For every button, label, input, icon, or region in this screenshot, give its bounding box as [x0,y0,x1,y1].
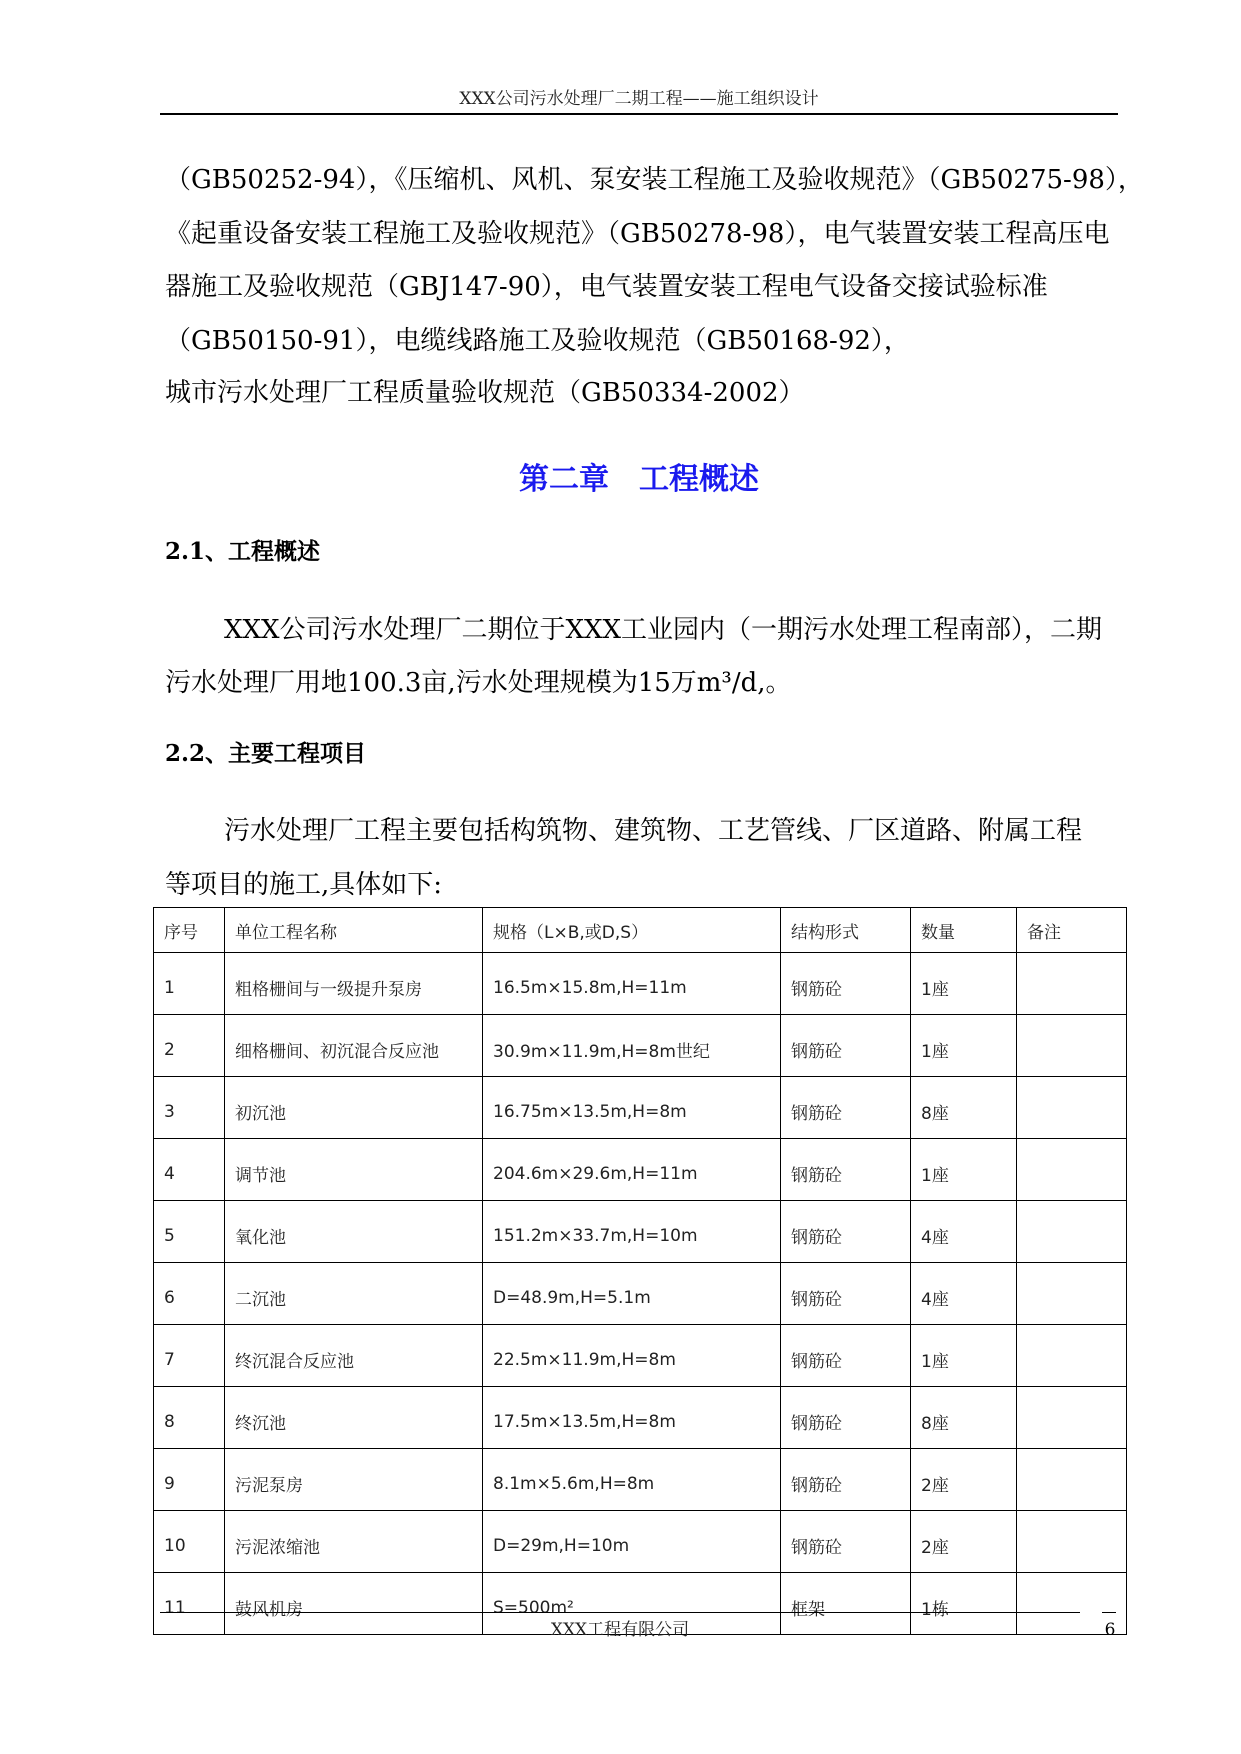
intro-line: 器施工及验收规范（GBJ147-90），电气装置安装工程电气设备交接试验标准 [165,272,1048,302]
cell-name: 污泥泵房 [225,1449,483,1511]
cell-index: 4 [154,1139,225,1201]
cell-index: 1 [154,953,225,1015]
cell-index: 8 [154,1387,225,1449]
col-header-structure: 结构形式 [781,908,911,953]
cell-spec: 8.1m×5.6m,H=8m [483,1449,781,1511]
page-number: 6 [1104,1620,1116,1640]
cell-structure: 钢筋砼 [781,1263,911,1325]
cell-name: 调节池 [225,1139,483,1201]
cell-quantity: 2座 [911,1511,1017,1573]
col-header-name: 单位工程名称 [225,908,483,953]
cell-structure: 钢筋砼 [781,1201,911,1263]
intro-line: （GB50252-94），《压缩机、风机、泵安装工程施工及验收规范》（GB50275-98）， [165,165,1144,195]
intro-line: （GB50150-91），电缆线路施工及验收规范（GB50168-92）， [165,326,910,356]
section-paragraph-line: 污水处理厂工程主要包括构筑物、建筑物、工艺管线、厂区道路、附属工程 [224,816,1083,846]
table-row [154,1015,1127,1077]
cell-name: 初沉池 [225,1077,483,1139]
cell-structure: 钢筋砼 [781,1077,911,1139]
cell-structure: 框架 [781,1573,911,1635]
cell-quantity: 1座 [911,1015,1017,1077]
footer-page-rule [1102,1612,1116,1613]
cell-name: 二沉池 [225,1263,483,1325]
cell-quantity: 8座 [911,1077,1017,1139]
cell-quantity: 4座 [911,1201,1017,1263]
cell-quantity: 2座 [911,1449,1017,1511]
header-rule [160,113,1118,115]
cell-structure: 钢筋砼 [781,1325,911,1387]
cell-spec: 16.75m×13.5m,H=8m [483,1077,781,1139]
cell-spec: 17.5m×13.5m,H=8m [483,1387,781,1449]
cell-remarks [1017,1077,1127,1139]
section-heading: 2.2、主要工程项目 [165,740,367,767]
cell-spec: 16.5m×15.8m,H=11m [483,953,781,1015]
cell-name: 粗格栅间与一级提升泵房 [225,953,483,1015]
cell-remarks [1017,1325,1127,1387]
footer-rule [160,1612,1080,1613]
table-row [154,1325,1127,1387]
table-row [154,1511,1127,1573]
cell-name: 细格栅间、初沉混合反应池 [225,1015,483,1077]
col-header-quantity: 数量 [911,908,1017,953]
table-row [154,1387,1127,1449]
table-row [154,1263,1127,1325]
cell-quantity: 1栋 [911,1573,1017,1635]
chapter-title: 第二章 工程概述 [519,462,759,497]
cell-structure: 钢筋砼 [781,1015,911,1077]
cell-index: 11 [154,1573,225,1635]
section-paragraph-line: 等项目的施工,具体如下: [165,870,443,900]
cell-spec: 151.2m×33.7m,H=10m [483,1201,781,1263]
cell-structure: 钢筋砼 [781,953,911,1015]
cell-index: 5 [154,1201,225,1263]
cell-spec: D=29m,H=10m [483,1511,781,1573]
cell-index: 3 [154,1077,225,1139]
col-header-remarks: 备注 [1017,908,1127,953]
cell-remarks [1017,1511,1127,1573]
cell-name: 氧化池 [225,1201,483,1263]
cell-remarks [1017,953,1127,1015]
col-header-spec: 规格（L×B,或D,S） [483,908,781,953]
section-paragraph-line: 污水处理厂用地100.3亩,污水处理规模为15万m³/d,。 [165,668,792,698]
cell-remarks [1017,1387,1127,1449]
page-header-title: XXX公司污水处理厂二期工程——施工组织设计 [459,89,819,109]
cell-spec: S=500m² [483,1573,781,1635]
col-header-index: 序号 [154,908,225,953]
cell-spec: 30.9m×11.9m,H=8m世纪 [483,1015,781,1077]
cell-index: 2 [154,1015,225,1077]
cell-remarks [1017,1201,1127,1263]
cell-quantity: 8座 [911,1387,1017,1449]
table-row [154,1139,1127,1201]
section-heading: 2.1、工程概述 [165,538,321,565]
cell-name: 终沉池 [225,1387,483,1449]
cell-structure: 钢筋砼 [781,1387,911,1449]
cell-index: 7 [154,1325,225,1387]
table-header-row [154,908,1127,953]
cell-index: 9 [154,1449,225,1511]
cell-index: 10 [154,1511,225,1573]
cell-remarks [1017,1139,1127,1201]
cell-quantity: 1座 [911,1325,1017,1387]
cell-index: 6 [154,1263,225,1325]
footer-company: XXX工程有限公司 [550,1620,690,1640]
cell-name: 污泥浓缩池 [225,1511,483,1573]
cell-remarks [1017,1263,1127,1325]
table-row [154,1201,1127,1263]
intro-line: 城市污水处理厂工程质量验收规范（GB50334-2002） [165,378,805,408]
cell-name: 终沉混合反应池 [225,1325,483,1387]
cell-structure: 钢筋砼 [781,1139,911,1201]
cell-spec: 22.5m×11.9m,H=8m [483,1325,781,1387]
intro-line: 《起重设备安装工程施工及验收规范》（GB50278-98），电气装置安装工程高压电 [165,219,1110,249]
table-row [154,1449,1127,1511]
cell-structure: 钢筋砼 [781,1449,911,1511]
cell-remarks [1017,1449,1127,1511]
cell-quantity: 4座 [911,1263,1017,1325]
cell-remarks [1017,1015,1127,1077]
cell-quantity: 1座 [911,953,1017,1015]
cell-structure: 钢筋砼 [781,1511,911,1573]
section-paragraph-line: XXX公司污水处理厂二期位于XXX工业园内（一期污水处理工程南部），二期 [224,615,1103,645]
table-row [154,1077,1127,1139]
cell-quantity: 1座 [911,1139,1017,1201]
cell-spec: D=48.9m,H=5.1m [483,1263,781,1325]
table-row [154,953,1127,1015]
cell-name: 鼓风机房 [225,1573,483,1635]
cell-spec: 204.6m×29.6m,H=11m [483,1139,781,1201]
project-table [153,907,1127,1635]
